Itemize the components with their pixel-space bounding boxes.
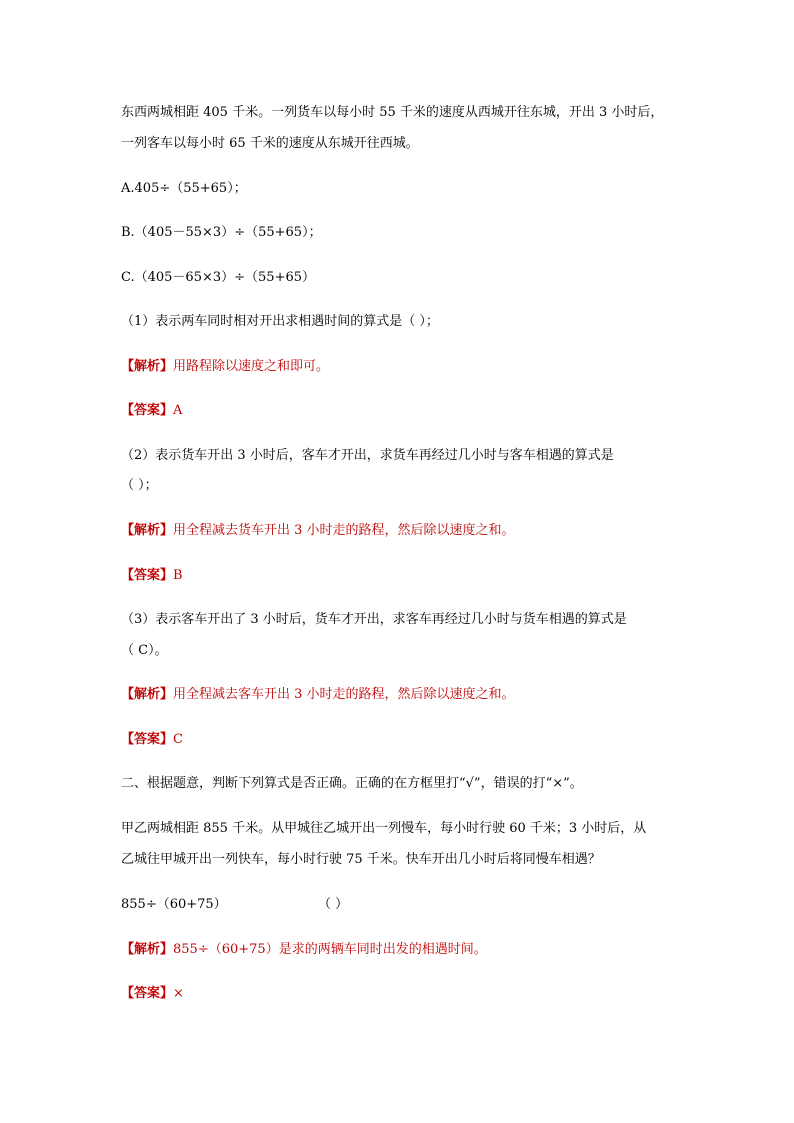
analysis-tag: 【解析】 bbox=[121, 687, 174, 702]
question-2-answer bbox=[121, 567, 183, 585]
option-a: A.405÷（55+65）； bbox=[121, 181, 247, 196]
question-3-line-1: （3）表示客车开出了 3 小时后，货车才开出，求客车再经过几小时与货车相遇的算式是 bbox=[121, 612, 627, 627]
section-2-heading: 二、根据题意，判断下列算式是否正确。正确的在方框里打“√”，错误的打“×”。 bbox=[121, 776, 583, 791]
question-3-line-2: （ C）。 bbox=[121, 643, 168, 658]
analysis-tag: 【解析】 bbox=[121, 359, 174, 374]
analysis-text: 855÷（60+75）是求的两辆车同时出发的相遇时间。 bbox=[173, 942, 487, 957]
section-2-formula: 855÷（60+75） bbox=[121, 897, 227, 912]
question-1: （1）表示两车同时相对开出求相遇时间的算式是（ ）； bbox=[121, 314, 439, 329]
analysis-text: 用全程减去客车开出 3 小时走的路程，然后除以速度之和。 bbox=[173, 687, 515, 702]
section-2-stem-line-2: 乙城往甲城开出一列快车，每小时行驶 75 千米。快车开出几小时后将同慢车相遇？ bbox=[121, 852, 601, 867]
answer-tag: 【答案】 bbox=[121, 568, 174, 583]
answer-tag: 【答案】 bbox=[121, 403, 174, 418]
section-2-answer-blank: （ ） bbox=[318, 897, 349, 912]
analysis-text: 用全程减去货车开出 3 小时走的路程，然后除以速度之和。 bbox=[173, 523, 515, 538]
question-3-answer bbox=[121, 731, 183, 749]
question-2-line-1: （2）表示货车开出 3 小时后，客车才开出，求货车再经过几小时与客车相遇的算式是 bbox=[121, 448, 614, 463]
question-3-analysis bbox=[121, 686, 515, 704]
question-1-analysis bbox=[121, 358, 329, 376]
answer-text: A bbox=[173, 403, 183, 418]
answer-text: × bbox=[173, 986, 184, 1001]
question-2-line-2: （ ）； bbox=[121, 478, 158, 493]
section-2-answer bbox=[121, 985, 184, 1003]
answer-text: B bbox=[173, 568, 183, 583]
section-2-analysis bbox=[121, 941, 487, 959]
answer-tag: 【答案】 bbox=[121, 732, 174, 747]
analysis-text: 用路程除以速度之和即可。 bbox=[173, 359, 330, 374]
option-b: B.（405－55×3）÷（55+65）； bbox=[121, 225, 322, 240]
answer-tag: 【答案】 bbox=[121, 986, 174, 1001]
analysis-tag: 【解析】 bbox=[121, 523, 174, 538]
problem-stem-line-2: 一列客车以每小时 65 千米的速度从东城开往西城。 bbox=[121, 136, 419, 151]
option-c: C.（405－65×3）÷（55+65） bbox=[121, 270, 316, 285]
answer-text: C bbox=[173, 732, 183, 747]
analysis-tag: 【解析】 bbox=[121, 942, 174, 957]
question-2-analysis bbox=[121, 522, 515, 540]
problem-stem-line-1: 东西两城相距 405 千米。一列货车以每小时 55 千米的速度从西城开往东城，开出 3 小时后， bbox=[121, 105, 664, 120]
question-1-answer bbox=[121, 402, 182, 420]
section-2-stem-line-1: 甲乙两城相距 855 千米。从甲城往乙城开出一列慢车，每小时行驶 60 千米；3 小时后，从 bbox=[121, 821, 647, 836]
